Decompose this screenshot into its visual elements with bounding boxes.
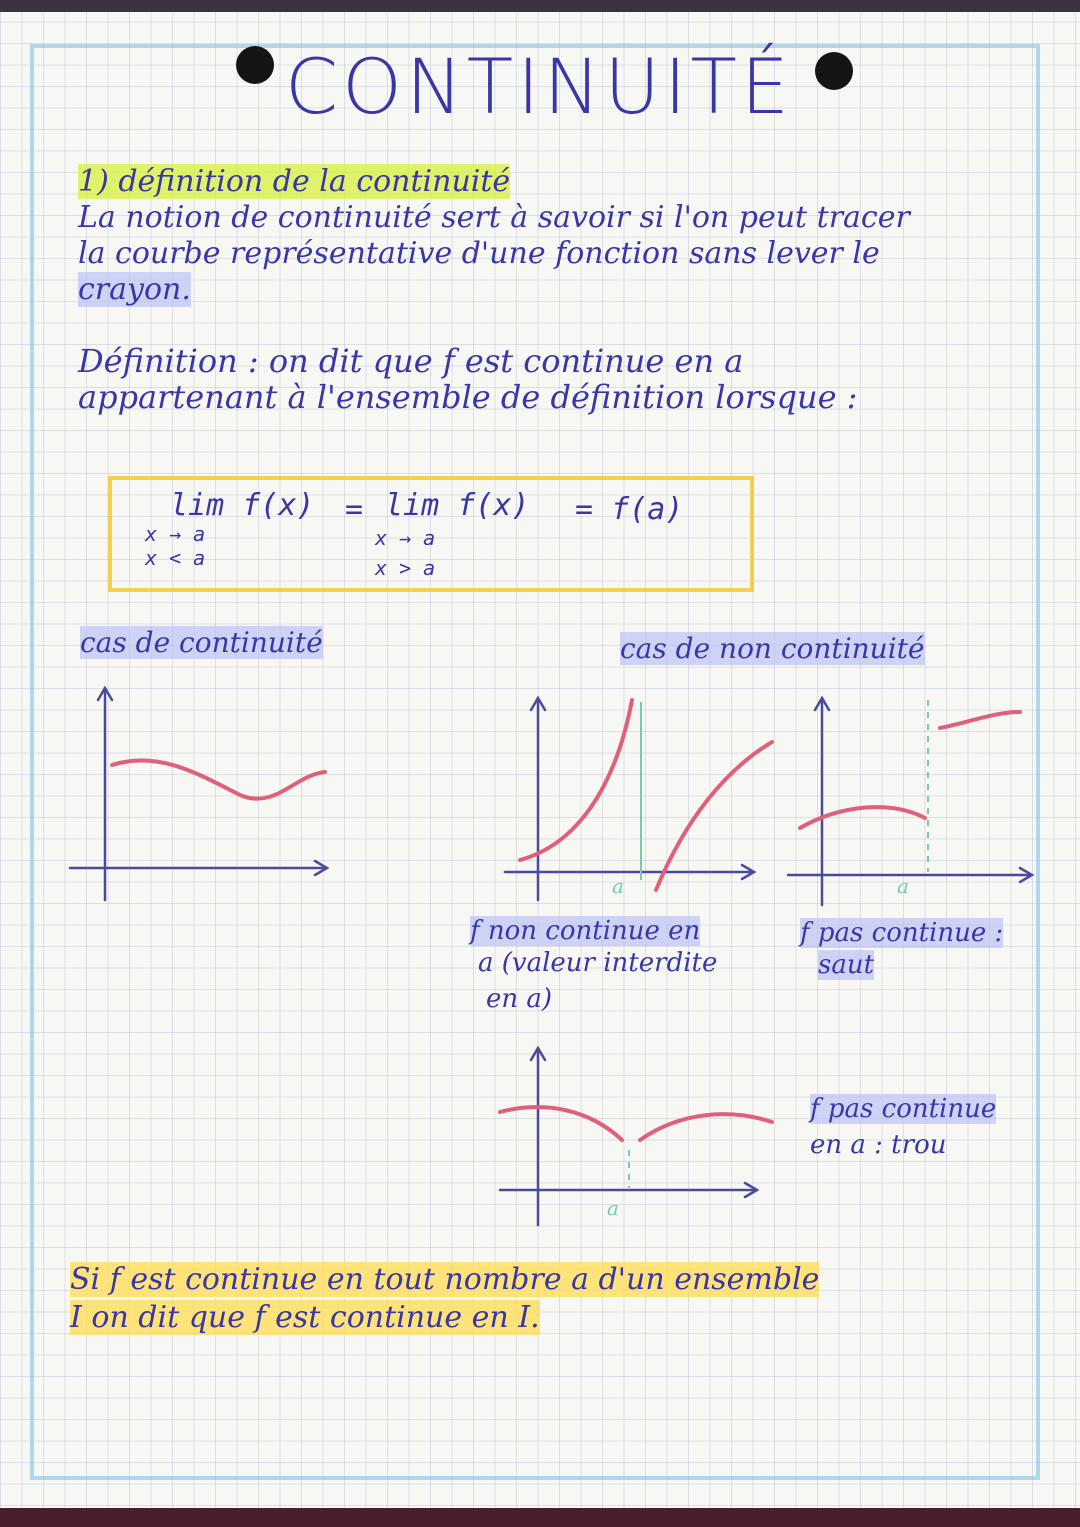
caption-asymptote-line-2: a (valeur interdite xyxy=(478,948,718,978)
graph-hole-axes xyxy=(500,1048,757,1225)
intro-line-1: La notion de continuité sert à savoir si l'on peut tracer xyxy=(78,200,910,235)
caption-hole-line-2: en a : trou xyxy=(810,1130,947,1160)
graph-jump-a-label: a xyxy=(897,874,909,898)
graph-hole-a-label: a xyxy=(607,1196,619,1220)
formula-equals-fa: = f(a) xyxy=(575,492,684,527)
intro-line-2: la courbe représentative d'une fonction sans lever le xyxy=(78,236,880,271)
caption-asymptote-line-3: en a) xyxy=(486,984,553,1014)
formula-lim-left-sub-1: x → a xyxy=(145,522,206,546)
formula-equals-1: = xyxy=(345,492,364,527)
formula-lim-left: lim f(x) xyxy=(170,488,315,523)
formula-lim-right-sub-2: x > a xyxy=(375,556,436,580)
caption-asymptote-line-1: f non continue en xyxy=(470,916,701,946)
noncontinuity-case-label: cas de non continuité xyxy=(620,632,925,665)
caption-jump-line-1: f pas continue : xyxy=(800,918,1004,948)
graph-hole-curve-left xyxy=(500,1107,622,1140)
graph-hole-curve-right xyxy=(640,1114,772,1140)
formula-lim-left-sub-2: x < a xyxy=(145,546,206,570)
conclusion-line-1: Si f est continue en tout nombre a d'un ensemble xyxy=(70,1262,820,1297)
formula-lim-right: lim f(x) xyxy=(385,488,530,523)
graph-asymptote-a-label: a xyxy=(612,874,624,898)
definition-line-1: Définition : on dit que f est continue en a xyxy=(78,342,744,380)
section-heading: 1) définition de la continuité xyxy=(78,164,511,199)
intro-line-3: crayon. xyxy=(78,272,191,307)
caption-jump-line-2: saut xyxy=(818,950,875,980)
conclusion-line-2: I on dit que f est continue en I. xyxy=(70,1300,540,1335)
formula-lim-right-sub-1: x → a xyxy=(375,526,436,550)
continuity-case-label: cas de continuité xyxy=(80,626,323,659)
caption-hole-line-1: f pas continue xyxy=(810,1094,997,1124)
page-title: CONTINUITÉ xyxy=(285,42,793,131)
definition-line-2: appartenant à l'ensemble de définition lorsque : xyxy=(78,378,858,416)
